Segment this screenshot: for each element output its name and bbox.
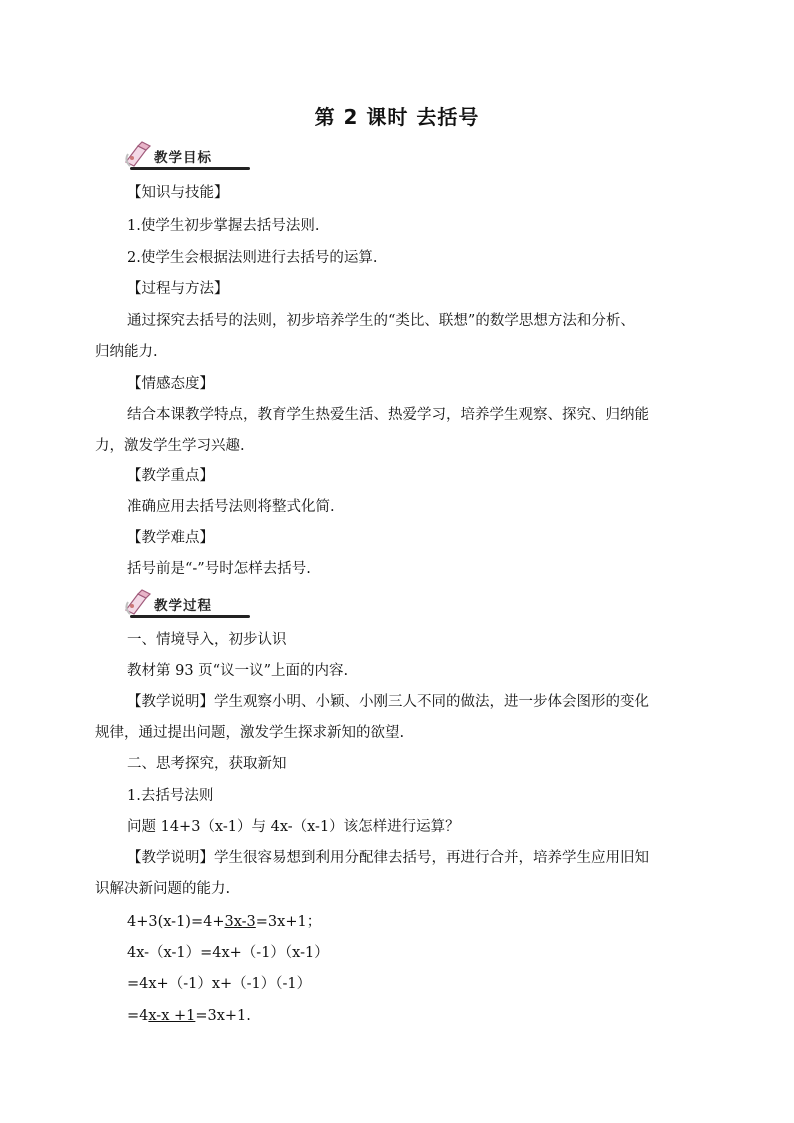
heading-difficulty: 【教学难点】 — [127, 530, 214, 546]
math-part: =3x+1. — [195, 1008, 251, 1024]
math-line: =4x+（-1）x+（-1）（-1） — [127, 976, 312, 992]
heading-process-method: 【过程与方法】 — [127, 281, 229, 297]
math-part: 4+3(x-1)=4+ — [127, 914, 225, 930]
text-line: 【教学说明】学生观察小明、小颖、小刚三人不同的做法，进一步体会图形的变化 — [127, 694, 649, 710]
text-line: 规律，通过提出问题，激发学生探求新知的欲望. — [95, 725, 405, 741]
badge-label: 教学过程 — [154, 598, 212, 614]
text-line: 问题 14+3（x-1）与 4x-（x-1）该怎样进行运算？ — [127, 819, 460, 835]
text-line: 【教学说明】学生很容易想到利用分配律去括号，再进行合并，培养学生应用旧知 — [127, 850, 649, 866]
text-line: 教材第 93 页“议一议”上面的内容. — [127, 663, 349, 679]
section-badge-process — [120, 588, 250, 622]
math-part: =4 — [127, 1008, 149, 1024]
math-line: 4x-（x-1）=4x+（-1）（x-1） — [127, 945, 329, 961]
heading-key-point: 【教学重点】 — [127, 468, 214, 484]
math-underlined: x-x +1 — [148, 1008, 196, 1024]
math-line — [127, 1006, 251, 1026]
text-line: 结合本课教学特点，教育学生热爱生活、热爱学习，培养学生观察、探究、归纳能 — [127, 407, 649, 423]
page-title: 第 2 课时 去括号 — [314, 105, 480, 129]
text-line: 识解决新问题的能力. — [95, 881, 231, 897]
text-line: 准确应用去括号法则将整式化简. — [127, 499, 335, 515]
pencil-eraser-icon — [120, 588, 154, 618]
badge-label: 教学目标 — [154, 150, 212, 166]
badge-underline — [130, 615, 250, 618]
text-line: 力，激发学生学习兴趣. — [95, 438, 245, 454]
section-heading: 二、思考探究，获取新知 — [127, 756, 287, 772]
section-badge-goals — [120, 140, 250, 174]
text-line: 归纳能力. — [95, 344, 158, 360]
math-underlined: 3x-3 — [224, 914, 256, 930]
math-part: =3x+1； — [255, 914, 322, 930]
math-line — [127, 912, 321, 932]
pencil-eraser-icon — [120, 140, 154, 170]
text-line: 通过探究去括号的法则，初步培养学生的“类比、联想”的数学思想方法和分析、 — [127, 313, 635, 329]
badge-underline — [130, 167, 250, 170]
text-line: 2.使学生会根据法则进行去括号的运算. — [127, 250, 378, 266]
subsection-heading: 1.去括号法则 — [127, 788, 214, 804]
section-heading: 一、情境导入，初步认识 — [127, 632, 287, 648]
text-line: 1.使学生初步掌握去括号法则. — [127, 218, 320, 234]
heading-knowledge: 【知识与技能】 — [127, 185, 229, 201]
heading-attitude: 【情感态度】 — [127, 376, 214, 392]
text-line: 括号前是“-”号时怎样去括号. — [127, 561, 311, 577]
